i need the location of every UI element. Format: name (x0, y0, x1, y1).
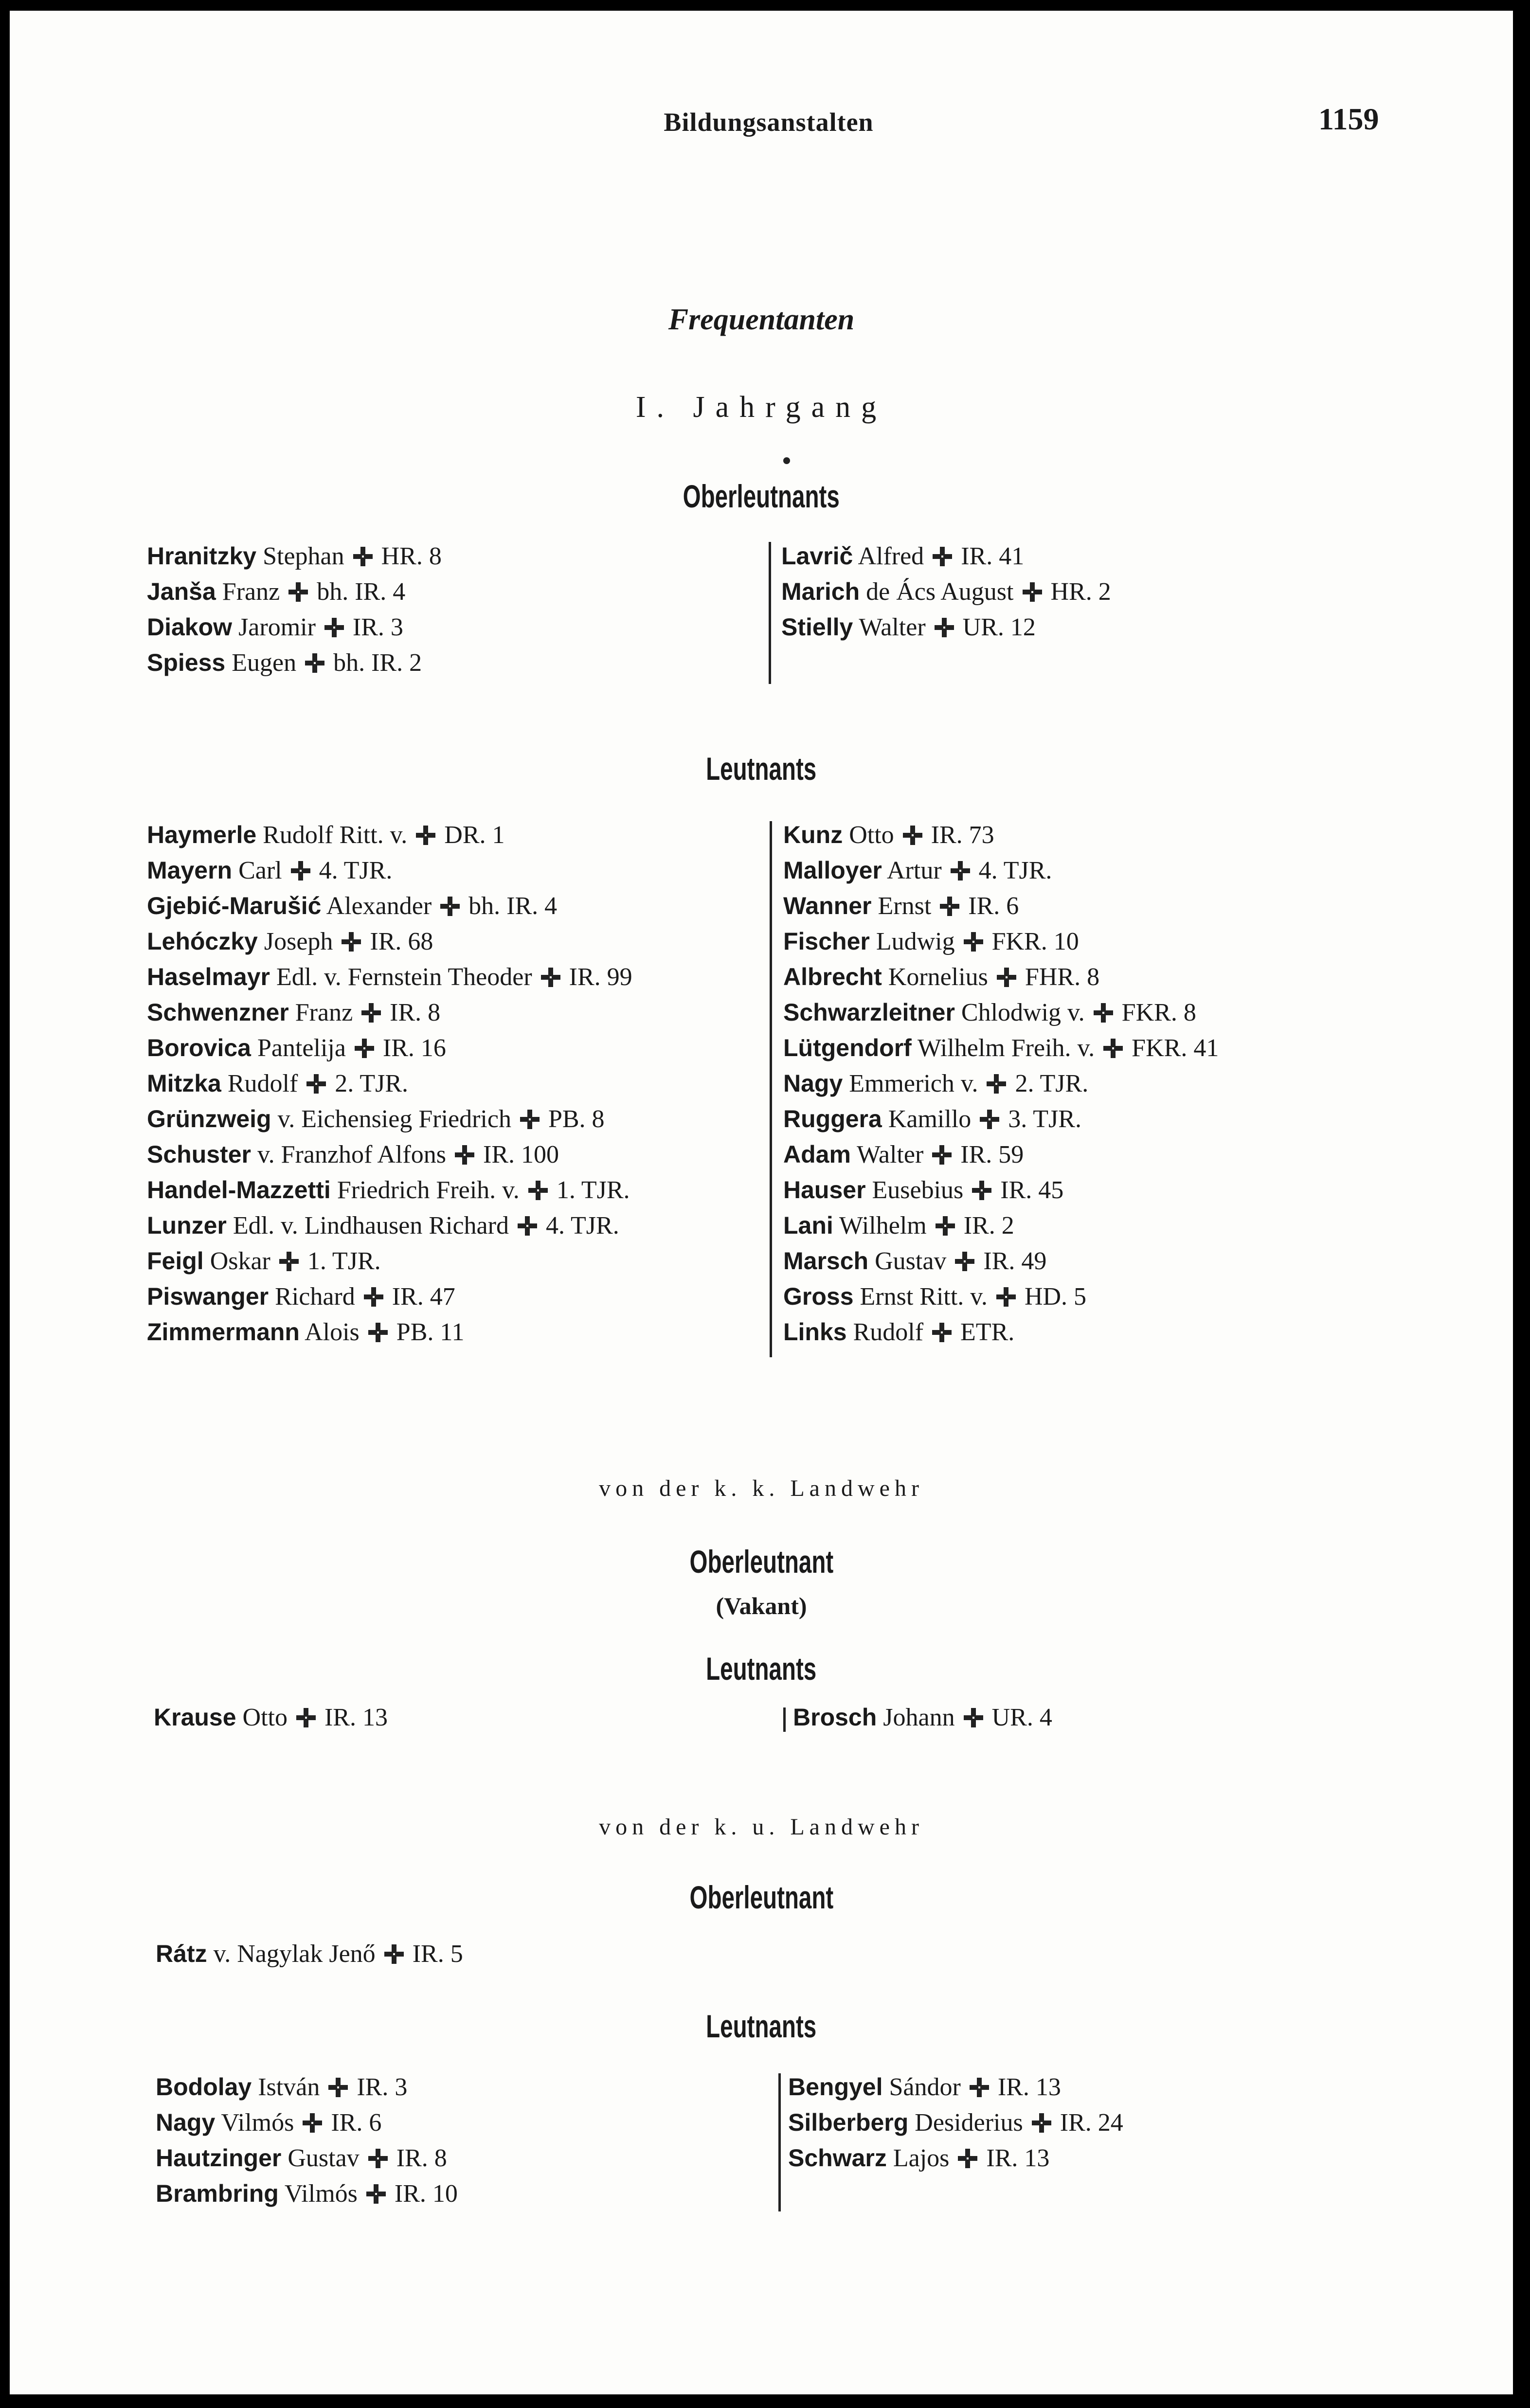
entry-unit: bh. IR. 2 (333, 649, 422, 677)
list-item (783, 888, 1219, 924)
cross-icon (295, 1707, 317, 1728)
entry-surname: Feigl (147, 1247, 204, 1275)
column-divider (778, 2073, 781, 2211)
cross-icon (415, 825, 436, 846)
entry-surname: Borovica (147, 1034, 251, 1061)
cross-icon (1102, 1038, 1124, 1059)
list-item (147, 539, 442, 574)
entry-given-name: Eugen (232, 649, 297, 677)
cross-icon (902, 825, 923, 846)
list-item (783, 995, 1219, 1030)
entry-surname: Kunz (783, 821, 843, 848)
entry-given-name: v. Franzhof Alfons (257, 1141, 446, 1168)
list-item (147, 645, 442, 681)
cross-icon (519, 1109, 540, 1130)
list-item (788, 2140, 1123, 2176)
cross-icon (352, 546, 374, 567)
cross-icon (931, 1144, 953, 1166)
cross-icon (931, 1322, 953, 1343)
entry-unit: FKR. 41 (1132, 1034, 1219, 1062)
page-number: 1159 (1318, 102, 1379, 136)
ku-leutnants-right-list (788, 2069, 1123, 2176)
entry-given-name: Rudolf Ritt. v. (263, 821, 408, 849)
cross-icon (540, 967, 561, 988)
list-item (147, 888, 632, 924)
list-item (156, 2069, 458, 2105)
oberleutnants-heading: Oberleutnants (683, 478, 840, 514)
cross-icon (954, 1251, 975, 1272)
list-item (788, 2105, 1123, 2140)
entry-given-name: Jaromir (238, 613, 316, 641)
cross-icon (986, 1073, 1007, 1095)
entry-surname: Ruggera (783, 1105, 882, 1132)
entry-surname: Rátz (156, 1940, 207, 1967)
entry-given-name: Ernst Ritt. v. (860, 1283, 988, 1311)
list-item (147, 1137, 632, 1172)
entry-unit: IR. 73 (931, 821, 994, 849)
entry-surname: Nagy (156, 2109, 216, 2136)
entry-surname: Hranitzky (147, 542, 257, 570)
list-item (147, 1243, 632, 1279)
kk-leutnants-left-list (154, 1700, 388, 1735)
cross-icon (963, 931, 984, 952)
cross-icon (367, 2148, 389, 2169)
entry-surname: Hautzinger (156, 2144, 282, 2172)
entry-unit: IR. 45 (1000, 1176, 1064, 1204)
entry-unit: IR. 68 (370, 928, 433, 955)
list-item (793, 1700, 1052, 1735)
entry-surname: Albrecht (783, 963, 882, 990)
entry-surname: Schwarz (788, 2144, 887, 2172)
list-item (147, 1030, 632, 1066)
cross-icon (971, 1180, 992, 1201)
list-item (156, 2105, 458, 2140)
entry-unit: UR. 12 (962, 613, 1036, 641)
oberleutnants-left-list (147, 539, 442, 681)
entry-unit: HR. 2 (1050, 578, 1111, 606)
entry-surname: Grünzweig (147, 1105, 271, 1132)
entry-given-name: Artur (887, 857, 942, 884)
list-item (781, 539, 1111, 574)
entry-given-name: Eusebius (872, 1176, 964, 1204)
entry-given-name: Rudolf (227, 1070, 298, 1097)
entry-given-name: Kamillo (888, 1105, 972, 1133)
entry-surname: Mitzka (147, 1070, 221, 1097)
entry-unit: ETR. (960, 1318, 1015, 1346)
cross-icon (996, 967, 1017, 988)
entry-given-name: Emmerich v. (849, 1070, 978, 1097)
cross-icon (278, 1251, 300, 1272)
entry-given-name: Otto (242, 1704, 288, 1731)
entry-surname: Lütgendorf (783, 1034, 912, 1061)
oberleutnants-right-list (781, 539, 1111, 645)
jahrgang-title: I. Jahrgang (635, 391, 887, 424)
list-item (156, 2140, 458, 2176)
ornament-dot (783, 457, 790, 464)
kk-oberleutnant-heading: Oberleutnant (689, 1544, 833, 1580)
entry-given-name: Sándor (889, 2073, 961, 2101)
list-item (147, 817, 632, 853)
entry-given-name: Vilmós (284, 2180, 358, 2208)
entry-unit: 4. TJR. (978, 857, 1052, 884)
cross-icon (439, 896, 461, 917)
entry-unit: IR. 100 (483, 1141, 559, 1168)
entry-surname: Marsch (783, 1247, 869, 1275)
entry-unit: 2. TJR. (335, 1070, 409, 1097)
entry-surname: Mayern (147, 857, 233, 884)
entry-unit: FHR. 8 (1025, 963, 1100, 991)
entry-given-name: Walter (856, 1141, 924, 1168)
cross-icon (1022, 581, 1043, 603)
entry-given-name: Kornelius (888, 963, 988, 991)
entry-given-name: Rudolf (853, 1318, 924, 1346)
entry-given-name: Pantelija (257, 1034, 346, 1062)
entry-surname: Krause (154, 1704, 236, 1731)
list-item (783, 1172, 1219, 1208)
cross-icon (304, 652, 325, 674)
entry-given-name: Vilmós (221, 2109, 294, 2137)
entry-surname: Marich (781, 578, 860, 605)
entry-unit: FKR. 10 (991, 928, 1079, 955)
cross-icon (324, 617, 345, 638)
entry-unit: IR. 24 (1060, 2109, 1123, 2137)
entry-unit: 1. TJR. (556, 1176, 630, 1204)
entry-given-name: Friedrich Freih. v. (337, 1176, 520, 1204)
entry-given-name: Gustav (288, 2144, 360, 2172)
kk-leutnants-heading: Leutnants (706, 1651, 817, 1687)
entry-given-name: Alexander (326, 892, 432, 920)
ku-leutnants-heading: Leutnants (706, 2008, 817, 2044)
cross-icon (957, 2148, 978, 2169)
entry-unit: IR. 16 (382, 1034, 446, 1062)
entry-surname: Piswanger (147, 1283, 269, 1310)
section-title: Frequentanten (668, 303, 855, 336)
cross-icon (969, 2077, 990, 2098)
entry-unit: 2. TJR. (1015, 1070, 1089, 1097)
kk-vakant-note: (Vakant) (716, 1592, 807, 1619)
entry-surname: Bodolay (156, 2073, 252, 2101)
cross-icon (288, 581, 309, 603)
entry-unit: 4. TJR. (319, 857, 393, 884)
entry-surname: Diakow (147, 613, 233, 641)
entry-unit: FKR. 8 (1121, 999, 1196, 1026)
list-item (783, 817, 1219, 853)
entry-unit: IR. 6 (331, 2109, 382, 2137)
entry-given-name: Lajos (893, 2144, 950, 2172)
list-item (783, 1030, 1219, 1066)
list-item (783, 1243, 1219, 1279)
running-header-title: Bildungsanstalten (664, 108, 874, 137)
entry-unit: PB. 11 (396, 1318, 465, 1346)
entry-given-name: Wilhelm Freih. v. (917, 1034, 1095, 1062)
entry-surname: Brosch (793, 1704, 877, 1731)
entry-given-name: Walter (859, 613, 926, 641)
list-item (147, 1066, 632, 1101)
cross-icon (950, 860, 971, 881)
entry-given-name: Edl. v. Fernstein Theoder (276, 963, 532, 991)
entry-given-name: Otto (849, 821, 894, 849)
entry-given-name: Franz (222, 578, 280, 606)
entry-given-name: de Ács August (866, 578, 1014, 606)
entry-surname: Lani (783, 1212, 833, 1239)
entry-unit: IR. 13 (324, 1704, 388, 1731)
cross-icon (527, 1180, 549, 1201)
cross-icon (1093, 1002, 1114, 1024)
cross-icon (963, 1707, 984, 1728)
list-item (147, 995, 632, 1030)
entry-unit: 1. TJR. (307, 1247, 381, 1275)
entry-surname: Zimmermann (147, 1318, 300, 1346)
entry-unit: 3. TJR. (1008, 1105, 1081, 1133)
entry-surname: Silberberg (788, 2109, 909, 2136)
entry-given-name: v. Eichensieg Friedrich (277, 1105, 511, 1133)
entry-given-name: Carl (238, 857, 282, 884)
entry-surname: Brambring (156, 2180, 279, 2207)
ku-leutnants-left-list (156, 2069, 458, 2211)
ku-oberleutnant-list (156, 1936, 463, 1972)
entry-given-name: Alfred (858, 542, 924, 570)
entry-unit: IR. 59 (960, 1141, 1024, 1168)
entry-given-name: Stephan (263, 542, 344, 570)
list-item (147, 610, 442, 645)
cross-icon (363, 1286, 384, 1308)
list-item (147, 1279, 632, 1314)
column-divider (783, 1707, 786, 1732)
entry-surname: Gross (783, 1283, 854, 1310)
entry-surname: Malloyer (783, 857, 882, 884)
entry-given-name: v. Nagylak Jenő (213, 1940, 376, 1968)
list-item (783, 1066, 1219, 1101)
entry-surname: Schwenzner (147, 999, 289, 1026)
entry-surname: Handel-Mazzetti (147, 1176, 331, 1204)
cross-icon (517, 1215, 538, 1237)
leutnants-right-list (783, 817, 1219, 1350)
entry-given-name: István (258, 2073, 320, 2101)
entry-unit: IR. 5 (412, 1940, 463, 1968)
entry-surname: Bengyel (788, 2073, 883, 2101)
entry-unit: IR. 6 (968, 892, 1019, 920)
entry-unit: DR. 1 (444, 821, 505, 849)
entry-unit: 4. TJR. (545, 1212, 619, 1240)
list-item (783, 853, 1219, 888)
list-item (147, 959, 632, 995)
entry-unit: bh. IR. 4 (468, 892, 558, 920)
list-item (783, 924, 1219, 959)
cross-icon (932, 546, 953, 567)
list-item (156, 2176, 458, 2211)
column-divider (769, 542, 771, 684)
leutnants-heading: Leutnants (706, 751, 817, 787)
entry-given-name: Wilhelm (839, 1212, 927, 1240)
entry-unit: IR. 8 (390, 999, 441, 1026)
entry-surname: Fischer (783, 928, 870, 955)
list-item (147, 924, 632, 959)
cross-icon (383, 1943, 405, 1965)
entry-given-name: Oskar (210, 1247, 270, 1275)
list-item (783, 1279, 1219, 1314)
list-item (147, 574, 442, 610)
entry-given-name: Edl. v. Lindhausen Richard (233, 1212, 509, 1240)
cross-icon (939, 896, 960, 917)
kk-leutnants-right-list (793, 1700, 1052, 1735)
entry-given-name: Richard (275, 1283, 355, 1311)
leutnants-left-list (147, 817, 632, 1350)
entry-unit: IR. 99 (569, 963, 632, 991)
list-item (783, 1208, 1219, 1243)
entry-given-name: Desiderius (915, 2109, 1023, 2137)
entry-unit: IR. 2 (963, 1212, 1014, 1240)
entry-surname: Spiess (147, 649, 226, 676)
list-item (788, 2069, 1123, 2105)
list-item (147, 1101, 632, 1137)
entry-given-name: Gustav (875, 1247, 947, 1275)
entry-surname: Schwarzleitner (783, 999, 955, 1026)
entry-surname: Lunzer (147, 1212, 227, 1239)
entry-unit: IR. 49 (983, 1247, 1047, 1275)
entry-surname: Janša (147, 578, 216, 605)
list-item (781, 574, 1111, 610)
list-item (156, 1936, 463, 1972)
cross-icon (365, 2183, 387, 2205)
entry-given-name: Chlodwig v. (961, 999, 1085, 1026)
cross-icon (367, 1322, 389, 1343)
entry-surname: Schuster (147, 1141, 251, 1168)
cross-icon (1031, 2112, 1052, 2134)
entry-given-name: Franz (295, 999, 353, 1026)
entry-unit: bh. IR. 4 (317, 578, 406, 606)
entry-surname: Gjebić-Marušić (147, 892, 322, 919)
entry-surname: Lavrič (781, 542, 853, 570)
column-divider (770, 821, 772, 1357)
cross-icon (306, 1073, 327, 1095)
entry-unit: UR. 4 (991, 1704, 1052, 1731)
list-item (783, 1314, 1219, 1350)
entry-unit: PB. 8 (548, 1105, 605, 1133)
entry-given-name: Ludwig (876, 928, 955, 955)
list-item (783, 1137, 1219, 1172)
cross-icon (454, 1144, 475, 1166)
list-item (783, 1101, 1219, 1137)
entry-unit: IR. 47 (392, 1283, 455, 1311)
entry-surname: Links (783, 1318, 847, 1346)
entry-unit: IR. 13 (986, 2144, 1050, 2172)
list-item (147, 1314, 632, 1350)
cross-icon (290, 860, 311, 881)
cross-icon (995, 1286, 1017, 1308)
list-item (147, 1172, 632, 1208)
cross-icon (934, 617, 955, 638)
entry-unit: IR. 13 (997, 2073, 1061, 2101)
entry-surname: Hauser (783, 1176, 866, 1204)
entry-given-name: Alois (305, 1318, 360, 1346)
ku-landwehr-title: von der k. u. Landwehr (599, 1814, 924, 1840)
list-item (781, 610, 1111, 645)
cross-icon (341, 931, 362, 952)
entry-unit: IR. 8 (396, 2144, 447, 2172)
entry-unit: IR. 10 (394, 2180, 458, 2208)
entry-given-name: Ernst (878, 892, 932, 920)
entry-given-name: Johann (883, 1704, 955, 1731)
entry-surname: Adam (783, 1141, 851, 1168)
entry-unit: HD. 5 (1024, 1283, 1087, 1311)
list-item (147, 1208, 632, 1243)
list-item (783, 959, 1219, 995)
cross-icon (354, 1038, 375, 1059)
cross-icon (935, 1215, 956, 1237)
entry-surname: Wanner (783, 892, 872, 919)
entry-given-name: Joseph (264, 928, 333, 955)
cross-icon (360, 1002, 382, 1024)
entry-unit: IR. 41 (961, 542, 1025, 570)
entry-unit: IR. 3 (352, 613, 403, 641)
list-item (147, 853, 632, 888)
document-page (10, 11, 1513, 2394)
entry-unit: HR. 8 (381, 542, 442, 570)
list-item (154, 1700, 388, 1735)
cross-icon (327, 2077, 349, 2098)
entry-surname: Haymerle (147, 821, 257, 848)
entry-unit: IR. 3 (357, 2073, 408, 2101)
entry-surname: Haselmayr (147, 963, 270, 990)
ku-oberleutnant-heading: Oberleutnant (689, 1879, 833, 1915)
entry-surname: Stielly (781, 613, 853, 641)
entry-surname: Nagy (783, 1070, 843, 1097)
cross-icon (979, 1109, 1000, 1130)
kk-landwehr-title: von der k. k. Landwehr (599, 1475, 924, 1501)
cross-icon (302, 2112, 323, 2134)
entry-surname: Lehóczky (147, 928, 258, 955)
